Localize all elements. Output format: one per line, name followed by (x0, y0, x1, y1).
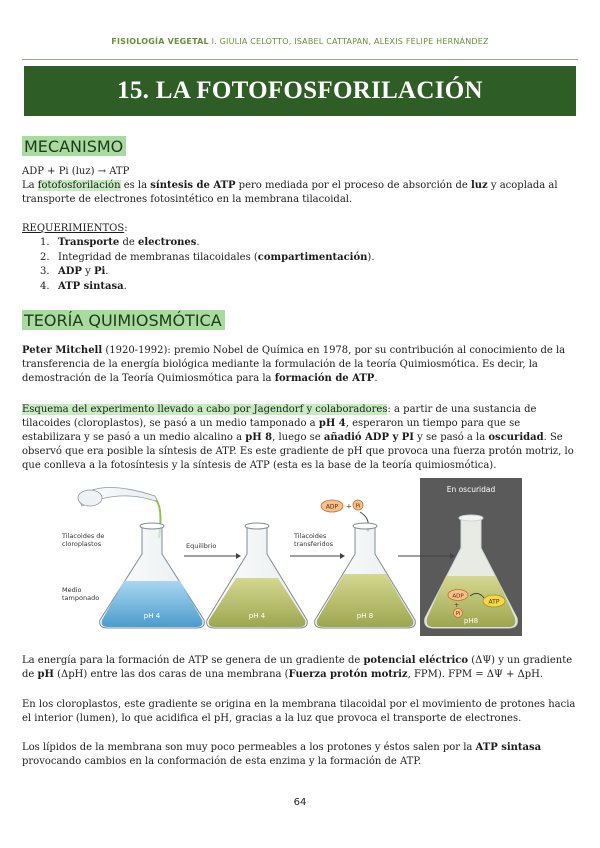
energia-paragraph-3 (22, 741, 578, 769)
bold-term: Fuerza protón motriz (288, 669, 408, 680)
requerimientos-list (40, 236, 375, 294)
text-run: . (374, 373, 378, 384)
text-run: Integridad de membranas tilacoidales ( (58, 251, 258, 263)
text-run: ). (367, 251, 375, 263)
experiment-paragraph (22, 403, 578, 473)
list-number: 4. (40, 280, 50, 292)
bold-term: pH (37, 669, 54, 680)
text-run: . (123, 280, 127, 292)
text-run: . (105, 266, 109, 277)
list-item (40, 280, 375, 295)
bold-term: ATP sintasa (58, 280, 124, 292)
page-number: 64 (293, 797, 307, 808)
ph-label-1: pH 4 (143, 612, 161, 620)
label-oscuridad: En oscuridad (446, 485, 496, 494)
bold-term: Transporte (58, 237, 120, 248)
title-banner (24, 66, 576, 116)
text-run: y acoplada al transporte de electrones fotosintético en la membrana tilacoidal. (22, 180, 558, 205)
atp-label: ATP (488, 598, 500, 606)
pi-label: Pi (355, 503, 361, 510)
bold-term: electrones (137, 237, 197, 248)
bold-term: potencial eléctrico (363, 655, 469, 666)
bold-term: luz (470, 180, 488, 191)
label-tilacoides: Tilacoides de (62, 532, 105, 540)
list-number: 2. (40, 251, 50, 263)
list-item (40, 251, 375, 266)
header-authors: I. GIULIA CELOTTO, ISABEL CATTAPAN, ALEXIS FELIPE HERNÁNDEZ (211, 37, 489, 46)
label-transferidos: Tilacoides (294, 532, 327, 540)
text-run: y (81, 266, 94, 277)
bold-term: compartimentación (257, 251, 368, 263)
ph-label-4: pH8 (463, 617, 479, 625)
requerimientos-label: REQUERIMIENTOS: (22, 223, 128, 234)
list-item (40, 265, 375, 280)
text-run: Los lípidos de la membrana son muy poco permeables a los protones y éstos salen por la (22, 742, 476, 753)
bold-term: ADP (58, 266, 82, 277)
label-tilacoides-2: cloroplastos (62, 540, 102, 548)
highlight-term: Esquema del experimento llevado a cabo por Jagendorf y colaboradores (22, 404, 388, 415)
bold-term: síntesis de ATP (150, 180, 236, 191)
text-run: (ΔΨ) y un gradiente de (22, 655, 573, 680)
text-run: provocando cambios en la conformación de esta enzima y la formación de ATP. (22, 756, 422, 767)
requerimientos-heading: REQUERIMIENTOS (22, 223, 125, 234)
label-medio: Medio (62, 586, 82, 594)
bold-term: Pi (93, 266, 106, 277)
text-run: . Se observó que era posible la síntesis de ATP. Es este gradiente de pH que provoca una fuerza protón motriz, lo que conlleva a la fotosíntesis y la síntesis de ATP (esta es la base de la teoría quimiosmótica). (22, 432, 574, 471)
header-divider (22, 59, 578, 60)
header-subject: FISIOLOGÍA VEGETAL (111, 37, 209, 46)
text-run: La energía para la formación de ATP se genera de un gradiente de (22, 655, 364, 666)
page-title: 15. LA FOTOFOSFORILACIÓN (117, 77, 483, 104)
text-run: de (119, 237, 138, 248)
energia-paragraph-2: En los cloroplastos, este gradiente se origina en la membrana tilacoidal por el movimiento de protones hacia el interior (lumen), lo que acidifica el pH, gracias a la luz que provoca el transporte de electrones. (22, 699, 576, 724)
mitchell-paragraph (22, 344, 578, 386)
highlight-term: fotofosforilación (37, 180, 121, 191)
text-run: La (22, 180, 38, 191)
list-item (40, 236, 375, 251)
text-run: . (196, 237, 200, 248)
list-number: 1. (40, 237, 50, 248)
label-equilibrio: Equilibrio (186, 542, 217, 550)
experiment-figure (60, 478, 522, 636)
bold-term: Peter Mitchell (22, 345, 103, 356)
section-heading-mecanismo: MECANISMO (22, 136, 126, 156)
text-run: , luego se (272, 432, 324, 443)
bold-term: pH 4 (318, 418, 346, 429)
plus-sign: + (346, 502, 352, 511)
bold-term: ATP sintasa (475, 742, 542, 753)
text-run: : a partir de una sustancia de tilacoides (cloroplastos), se pasó a un medio tamponado a (22, 404, 537, 429)
mecanismo-paragraph (22, 179, 578, 207)
adp-label-2: ADP (452, 593, 464, 600)
text-run: (ΔpH) entre las dos caras de una membrana ( (53, 669, 289, 680)
text-run: , esperaron un tiempo para que se estabilizara y se pasó a un medio alcalino a (22, 418, 521, 443)
page-header (0, 37, 600, 46)
ph-label-3: pH 8 (356, 612, 374, 620)
bold-term: oscuridad (488, 432, 544, 443)
text-run: y se pasó a la (413, 432, 489, 443)
text-run: (1920-1992): premio Nobel de Química en 1978, por su contribución al conocimiento de la transferencia de la energía biológica mediante la formulación de la teoría Quimiosmótica. Es decir, la demostración de la Teoría Quimiosmótica para la (22, 345, 566, 384)
text-run: es la (120, 180, 151, 191)
pi-label-2: Pi (455, 611, 461, 617)
energia-paragraph-1 (22, 654, 578, 682)
section-heading-teoria: TEORÍA QUIMIOSMÓTICA (22, 310, 225, 330)
ph-label-2: pH 4 (248, 612, 266, 620)
mecanismo-equation: ADP + Pi (luz) → ATP (22, 166, 130, 177)
bold-term: pH 8 (245, 432, 273, 443)
text-run: pero mediada por el proceso de absorción de (235, 180, 471, 191)
label-medio-2: tamponado (62, 594, 100, 602)
bold-term: formación de ATP (274, 373, 375, 384)
adp-label: ADP (325, 503, 339, 511)
label-transferidos-2: transferidos (294, 540, 333, 548)
list-number: 3. (40, 266, 50, 277)
plus-sign-2: + (454, 602, 460, 609)
text-run: , FPM). FPM = ΔΨ + ΔpH. (407, 669, 544, 680)
bold-term: añadió ADP y PI (323, 432, 414, 443)
